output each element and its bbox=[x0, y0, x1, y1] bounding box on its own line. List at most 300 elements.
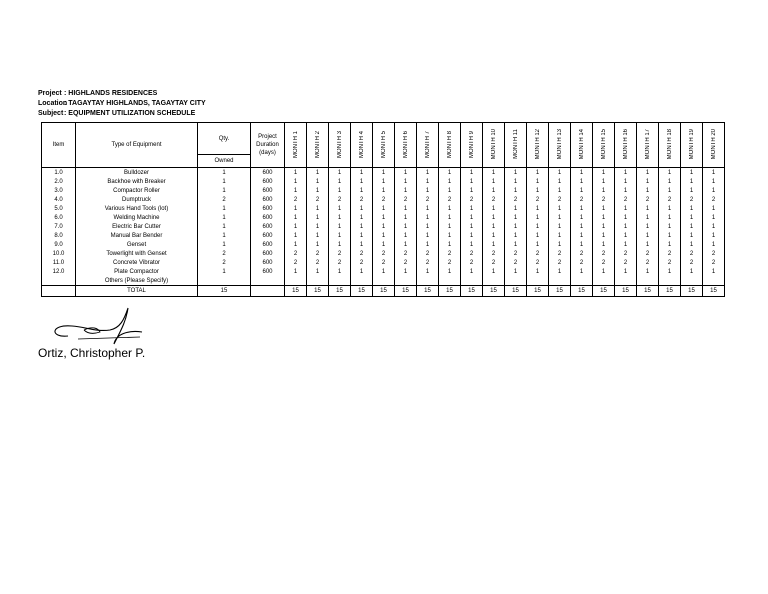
month-value-cell: 1 bbox=[285, 204, 307, 213]
month-value-cell bbox=[505, 276, 527, 286]
equipment-type-cell: Electric Bar Cutter bbox=[76, 222, 198, 231]
month-value-cell: 1 bbox=[615, 222, 637, 231]
month-value-cell: 1 bbox=[549, 213, 571, 222]
duration-cell: 600 bbox=[251, 168, 285, 178]
month-value-cell: 1 bbox=[681, 168, 703, 178]
month-value-cell: 2 bbox=[417, 258, 439, 267]
month-value-cell: 1 bbox=[417, 213, 439, 222]
month-value-cell: 1 bbox=[505, 222, 527, 231]
total-month-cell: 15 bbox=[681, 286, 703, 297]
duration-cell: 600 bbox=[251, 222, 285, 231]
month-value-cell: 1 bbox=[615, 240, 637, 249]
month-value-cell: 2 bbox=[461, 258, 483, 267]
month-value-cell bbox=[439, 276, 461, 286]
qty-cell: 1 bbox=[198, 213, 251, 222]
month-value-cell: 1 bbox=[505, 240, 527, 249]
equipment-type-cell: Backhoe with Breaker bbox=[76, 177, 198, 186]
month-value-cell: 2 bbox=[703, 258, 725, 267]
month-value-cell: 2 bbox=[571, 249, 593, 258]
qty-cell bbox=[198, 276, 251, 286]
month-value-cell: 1 bbox=[681, 231, 703, 240]
month-value-cell: 2 bbox=[351, 258, 373, 267]
item-cell: 3.0 bbox=[42, 186, 76, 195]
month-value-cell: 1 bbox=[659, 222, 681, 231]
month-value-cell: 1 bbox=[307, 177, 329, 186]
month-value-cell: 1 bbox=[703, 240, 725, 249]
month-value-cell: 1 bbox=[461, 231, 483, 240]
month-header: MONTH 2 bbox=[307, 123, 329, 168]
month-value-cell: 1 bbox=[703, 186, 725, 195]
month-value-cell: 1 bbox=[527, 231, 549, 240]
month-header: MONTH 7 bbox=[417, 123, 439, 168]
duration-cell: 600 bbox=[251, 249, 285, 258]
qty-cell: 1 bbox=[198, 177, 251, 186]
month-value-cell: 2 bbox=[373, 258, 395, 267]
month-value-cell: 2 bbox=[395, 258, 417, 267]
qty-header: Qty. bbox=[198, 123, 251, 155]
month-value-cell: 1 bbox=[505, 204, 527, 213]
equipment-type-cell: Others (Please Specify) bbox=[76, 276, 198, 286]
total-month-cell: 15 bbox=[571, 286, 593, 297]
month-value-cell: 1 bbox=[483, 267, 505, 276]
duration-cell: 600 bbox=[251, 267, 285, 276]
month-value-cell: 1 bbox=[351, 177, 373, 186]
month-value-cell: 1 bbox=[571, 267, 593, 276]
month-value-cell: 1 bbox=[637, 204, 659, 213]
month-value-cell: 1 bbox=[461, 168, 483, 178]
month-header: MONTH 17 bbox=[637, 123, 659, 168]
owned-header: Owned bbox=[198, 155, 251, 168]
duration-header bbox=[251, 123, 285, 168]
month-value-cell: 1 bbox=[637, 186, 659, 195]
table-row bbox=[42, 204, 725, 213]
duration-cell: 600 bbox=[251, 258, 285, 267]
month-value-cell: 1 bbox=[307, 186, 329, 195]
month-value-cell bbox=[593, 276, 615, 286]
subject-row bbox=[38, 109, 206, 119]
month-header: MONTH 15 bbox=[593, 123, 615, 168]
month-value-cell: 2 bbox=[593, 195, 615, 204]
month-value-cell: 1 bbox=[439, 177, 461, 186]
month-value-cell: 2 bbox=[593, 258, 615, 267]
month-value-cell bbox=[527, 276, 549, 286]
month-value-cell: 1 bbox=[285, 168, 307, 178]
duration-cell: 600 bbox=[251, 213, 285, 222]
location-label: Location bbox=[38, 100, 68, 107]
month-value-cell: 1 bbox=[351, 213, 373, 222]
month-value-cell: 1 bbox=[395, 168, 417, 178]
month-header: MONTH 8 bbox=[439, 123, 461, 168]
month-header: MONTH 9 bbox=[461, 123, 483, 168]
month-header: MONTH 10 bbox=[483, 123, 505, 168]
month-value-cell: 2 bbox=[329, 195, 351, 204]
month-value-cell: 1 bbox=[681, 186, 703, 195]
month-value-cell: 1 bbox=[395, 186, 417, 195]
total-month-cell: 15 bbox=[285, 286, 307, 297]
month-value-cell: 2 bbox=[637, 258, 659, 267]
table-row bbox=[42, 240, 725, 249]
project-header bbox=[38, 89, 206, 119]
month-value-cell: 1 bbox=[285, 267, 307, 276]
month-value-cell: 1 bbox=[329, 168, 351, 178]
table-row bbox=[42, 267, 725, 276]
month-value-cell bbox=[307, 276, 329, 286]
month-value-cell: 1 bbox=[395, 267, 417, 276]
equipment-type-cell: Welding Machine bbox=[76, 213, 198, 222]
month-header: MONTH 3 bbox=[329, 123, 351, 168]
month-value-cell: 2 bbox=[505, 258, 527, 267]
month-value-cell: 2 bbox=[571, 258, 593, 267]
type-header: Type of Equipment bbox=[76, 123, 198, 168]
month-value-cell: 2 bbox=[439, 258, 461, 267]
month-value-cell: 2 bbox=[615, 258, 637, 267]
total-duration-cell bbox=[251, 286, 285, 297]
month-value-cell: 2 bbox=[307, 249, 329, 258]
month-value-cell: 2 bbox=[659, 249, 681, 258]
location-row bbox=[38, 99, 206, 109]
month-value-cell: 1 bbox=[395, 213, 417, 222]
month-value-cell: 1 bbox=[307, 222, 329, 231]
month-value-cell: 1 bbox=[527, 267, 549, 276]
month-value-cell: 1 bbox=[703, 267, 725, 276]
month-value-cell: 2 bbox=[461, 249, 483, 258]
qty-cell: 1 bbox=[198, 168, 251, 178]
month-value-cell: 1 bbox=[659, 231, 681, 240]
item-cell: 11.0 bbox=[42, 258, 76, 267]
month-value-cell: 1 bbox=[329, 231, 351, 240]
month-value-cell: 1 bbox=[373, 267, 395, 276]
qty-cell: 1 bbox=[198, 267, 251, 276]
item-cell: 10.0 bbox=[42, 249, 76, 258]
month-value-cell: 1 bbox=[373, 186, 395, 195]
month-value-cell: 1 bbox=[417, 240, 439, 249]
month-value-cell: 1 bbox=[681, 177, 703, 186]
month-value-cell: 1 bbox=[395, 177, 417, 186]
month-value-cell: 1 bbox=[593, 177, 615, 186]
month-value-cell bbox=[483, 276, 505, 286]
duration-header-line-2: Duration bbox=[256, 142, 279, 148]
month-value-cell bbox=[351, 276, 373, 286]
month-value-cell: 2 bbox=[461, 195, 483, 204]
month-header: MONTH 18 bbox=[659, 123, 681, 168]
item-cell: 2.0 bbox=[42, 177, 76, 186]
table-row bbox=[42, 168, 725, 178]
month-value-cell: 1 bbox=[637, 267, 659, 276]
signature-image bbox=[38, 296, 148, 352]
total-row bbox=[42, 286, 725, 297]
month-value-cell: 1 bbox=[483, 240, 505, 249]
duration-cell: 600 bbox=[251, 204, 285, 213]
month-value-cell: 1 bbox=[329, 177, 351, 186]
month-value-cell: 1 bbox=[549, 231, 571, 240]
month-value-cell: 2 bbox=[681, 249, 703, 258]
month-value-cell: 1 bbox=[285, 240, 307, 249]
month-value-cell: 1 bbox=[373, 168, 395, 178]
item-cell: 5.0 bbox=[42, 204, 76, 213]
month-value-cell: 1 bbox=[483, 186, 505, 195]
month-value-cell: 1 bbox=[659, 240, 681, 249]
month-value-cell: 1 bbox=[483, 177, 505, 186]
month-value-cell: 1 bbox=[329, 186, 351, 195]
month-value-cell: 1 bbox=[593, 213, 615, 222]
month-value-cell: 2 bbox=[593, 249, 615, 258]
month-value-cell: 1 bbox=[351, 168, 373, 178]
table-row bbox=[42, 249, 725, 258]
month-value-cell: 2 bbox=[659, 258, 681, 267]
duration-cell: 600 bbox=[251, 195, 285, 204]
month-value-cell: 1 bbox=[373, 177, 395, 186]
month-value-cell: 1 bbox=[659, 168, 681, 178]
month-value-cell: 2 bbox=[307, 258, 329, 267]
month-value-cell: 1 bbox=[703, 177, 725, 186]
month-value-cell: 1 bbox=[681, 240, 703, 249]
total-month-cell: 15 bbox=[615, 286, 637, 297]
month-value-cell: 1 bbox=[373, 213, 395, 222]
month-value-cell: 2 bbox=[439, 249, 461, 258]
month-value-cell: 1 bbox=[351, 204, 373, 213]
month-value-cell bbox=[329, 276, 351, 286]
month-value-cell: 1 bbox=[505, 186, 527, 195]
month-value-cell: 2 bbox=[549, 195, 571, 204]
month-value-cell bbox=[571, 276, 593, 286]
month-value-cell: 1 bbox=[417, 168, 439, 178]
item-cell: 1.0 bbox=[42, 168, 76, 178]
month-value-cell: 1 bbox=[417, 267, 439, 276]
month-value-cell: 1 bbox=[373, 231, 395, 240]
month-value-cell: 1 bbox=[373, 222, 395, 231]
item-cell: 12.0 bbox=[42, 267, 76, 276]
month-value-cell: 1 bbox=[637, 213, 659, 222]
month-value-cell bbox=[417, 276, 439, 286]
month-value-cell: 1 bbox=[329, 213, 351, 222]
month-value-cell: 2 bbox=[395, 195, 417, 204]
month-value-cell: 2 bbox=[351, 195, 373, 204]
month-value-cell: 1 bbox=[527, 177, 549, 186]
month-value-cell: 2 bbox=[483, 249, 505, 258]
month-value-cell: 1 bbox=[615, 168, 637, 178]
month-value-cell: 1 bbox=[373, 204, 395, 213]
month-value-cell: 1 bbox=[549, 267, 571, 276]
month-header: MONTH 19 bbox=[681, 123, 703, 168]
equipment-type-cell: Manual Bar Bender bbox=[76, 231, 198, 240]
month-value-cell: 1 bbox=[351, 186, 373, 195]
month-value-cell: 1 bbox=[439, 168, 461, 178]
project-label: Project bbox=[38, 90, 62, 97]
month-value-cell: 1 bbox=[505, 267, 527, 276]
month-value-cell: 1 bbox=[285, 186, 307, 195]
month-value-cell: 1 bbox=[637, 231, 659, 240]
month-value-cell: 1 bbox=[637, 222, 659, 231]
month-value-cell: 1 bbox=[703, 204, 725, 213]
month-value-cell: 1 bbox=[615, 204, 637, 213]
month-value-cell: 1 bbox=[483, 204, 505, 213]
month-value-cell: 1 bbox=[307, 240, 329, 249]
month-value-cell: 2 bbox=[681, 258, 703, 267]
month-value-cell: 1 bbox=[615, 213, 637, 222]
month-value-cell: 2 bbox=[373, 195, 395, 204]
month-value-cell: 1 bbox=[483, 231, 505, 240]
equipment-type-cell: Various Hand Tools (lot) bbox=[76, 204, 198, 213]
duration-cell: 600 bbox=[251, 231, 285, 240]
total-month-cell: 15 bbox=[549, 286, 571, 297]
month-value-cell: 2 bbox=[351, 249, 373, 258]
month-value-cell: 1 bbox=[637, 177, 659, 186]
month-value-cell: 1 bbox=[681, 204, 703, 213]
month-value-cell: 2 bbox=[703, 249, 725, 258]
month-header: MONTH 12 bbox=[527, 123, 549, 168]
month-value-cell: 1 bbox=[659, 204, 681, 213]
month-value-cell: 1 bbox=[417, 231, 439, 240]
total-month-cell: 15 bbox=[439, 286, 461, 297]
item-cell: 6.0 bbox=[42, 213, 76, 222]
month-value-cell: 1 bbox=[483, 213, 505, 222]
month-value-cell: 1 bbox=[571, 213, 593, 222]
month-value-cell: 1 bbox=[593, 204, 615, 213]
month-value-cell: 1 bbox=[505, 168, 527, 178]
month-value-cell: 1 bbox=[395, 240, 417, 249]
duration-header-line-3: (days) bbox=[259, 150, 276, 156]
month-value-cell: 1 bbox=[593, 222, 615, 231]
month-value-cell: 1 bbox=[549, 177, 571, 186]
equipment-type-cell: Plate Compactor bbox=[76, 267, 198, 276]
month-value-cell: 2 bbox=[285, 258, 307, 267]
month-value-cell: 1 bbox=[549, 168, 571, 178]
month-value-cell: 2 bbox=[527, 249, 549, 258]
month-value-cell: 1 bbox=[593, 168, 615, 178]
month-value-cell: 1 bbox=[439, 186, 461, 195]
month-value-cell: 1 bbox=[285, 213, 307, 222]
qty-cell: 1 bbox=[198, 231, 251, 240]
month-value-cell bbox=[615, 276, 637, 286]
month-value-cell: 1 bbox=[285, 177, 307, 186]
duration-cell: 600 bbox=[251, 177, 285, 186]
signatory-name: Ortiz, Christopher P. bbox=[38, 346, 146, 360]
qty-cell: 2 bbox=[198, 249, 251, 258]
month-value-cell: 1 bbox=[615, 231, 637, 240]
month-value-cell: 1 bbox=[417, 222, 439, 231]
table-row bbox=[42, 213, 725, 222]
month-value-cell: 1 bbox=[483, 168, 505, 178]
month-value-cell bbox=[461, 276, 483, 286]
month-header: MONTH 20 bbox=[703, 123, 725, 168]
total-label: TOTAL bbox=[76, 286, 198, 297]
month-value-cell: 1 bbox=[549, 204, 571, 213]
month-value-cell: 2 bbox=[637, 195, 659, 204]
month-value-cell: 2 bbox=[439, 195, 461, 204]
month-value-cell: 1 bbox=[505, 231, 527, 240]
equipment-type-cell: Towerlight with Genset bbox=[76, 249, 198, 258]
month-value-cell: 1 bbox=[681, 222, 703, 231]
month-value-cell: 2 bbox=[637, 249, 659, 258]
qty-cell: 1 bbox=[198, 204, 251, 213]
month-value-cell: 1 bbox=[461, 222, 483, 231]
month-value-cell: 1 bbox=[439, 267, 461, 276]
item-cell: 8.0 bbox=[42, 231, 76, 240]
item-header: Item bbox=[42, 123, 76, 168]
month-value-cell: 1 bbox=[637, 168, 659, 178]
item-cell bbox=[42, 276, 76, 286]
total-month-cell: 15 bbox=[373, 286, 395, 297]
duration-cell bbox=[251, 276, 285, 286]
month-value-cell: 1 bbox=[637, 240, 659, 249]
month-header: MONTH 4 bbox=[351, 123, 373, 168]
month-value-cell: 1 bbox=[527, 168, 549, 178]
total-month-cell: 15 bbox=[461, 286, 483, 297]
month-value-cell: 2 bbox=[527, 195, 549, 204]
month-value-cell: 2 bbox=[681, 195, 703, 204]
month-value-cell: 1 bbox=[329, 222, 351, 231]
month-value-cell: 2 bbox=[703, 195, 725, 204]
month-value-cell: 1 bbox=[351, 222, 373, 231]
project-value: : HIGHLANDS RESIDENCES bbox=[64, 90, 158, 97]
month-value-cell: 1 bbox=[417, 204, 439, 213]
month-value-cell: 1 bbox=[307, 231, 329, 240]
month-value-cell: 1 bbox=[593, 240, 615, 249]
month-value-cell: 1 bbox=[571, 222, 593, 231]
project-row bbox=[38, 89, 206, 99]
month-value-cell: 1 bbox=[329, 267, 351, 276]
total-qty-cell: 15 bbox=[198, 286, 251, 297]
month-value-cell: 1 bbox=[351, 231, 373, 240]
month-value-cell bbox=[549, 276, 571, 286]
month-value-cell: 1 bbox=[461, 204, 483, 213]
month-value-cell: 1 bbox=[439, 204, 461, 213]
month-value-cell bbox=[637, 276, 659, 286]
month-value-cell: 1 bbox=[593, 186, 615, 195]
qty-cell: 1 bbox=[198, 186, 251, 195]
month-value-cell: 1 bbox=[285, 231, 307, 240]
month-value-cell: 1 bbox=[307, 213, 329, 222]
month-value-cell: 1 bbox=[483, 222, 505, 231]
month-value-cell: 2 bbox=[329, 258, 351, 267]
month-value-cell: 1 bbox=[395, 222, 417, 231]
month-value-cell: 1 bbox=[505, 213, 527, 222]
month-value-cell: 2 bbox=[549, 249, 571, 258]
total-month-cell: 15 bbox=[703, 286, 725, 297]
month-value-cell: 2 bbox=[307, 195, 329, 204]
month-value-cell: 1 bbox=[307, 267, 329, 276]
month-value-cell: 1 bbox=[549, 186, 571, 195]
month-value-cell: 2 bbox=[483, 258, 505, 267]
month-value-cell: 1 bbox=[307, 168, 329, 178]
month-value-cell: 1 bbox=[549, 240, 571, 249]
month-value-cell: 1 bbox=[527, 186, 549, 195]
equipment-schedule-table bbox=[41, 122, 725, 297]
month-value-cell: 1 bbox=[615, 186, 637, 195]
table-row bbox=[42, 195, 725, 204]
total-month-cell: 15 bbox=[329, 286, 351, 297]
total-month-cell: 15 bbox=[417, 286, 439, 297]
month-value-cell: 2 bbox=[285, 195, 307, 204]
month-value-cell: 1 bbox=[593, 231, 615, 240]
month-value-cell: 1 bbox=[703, 222, 725, 231]
month-value-cell: 1 bbox=[439, 222, 461, 231]
equipment-type-cell: Bulldozer bbox=[76, 168, 198, 178]
month-value-cell: 1 bbox=[703, 231, 725, 240]
month-value-cell: 2 bbox=[483, 195, 505, 204]
month-value-cell: 1 bbox=[571, 231, 593, 240]
month-value-cell: 1 bbox=[329, 204, 351, 213]
total-month-cell: 15 bbox=[593, 286, 615, 297]
table-header-row bbox=[42, 123, 725, 155]
month-value-cell: 1 bbox=[571, 204, 593, 213]
table-row bbox=[42, 258, 725, 267]
month-value-cell: 1 bbox=[681, 213, 703, 222]
table-row bbox=[42, 276, 725, 286]
month-value-cell: 1 bbox=[505, 177, 527, 186]
month-value-cell: 1 bbox=[703, 168, 725, 178]
month-value-cell: 1 bbox=[461, 177, 483, 186]
